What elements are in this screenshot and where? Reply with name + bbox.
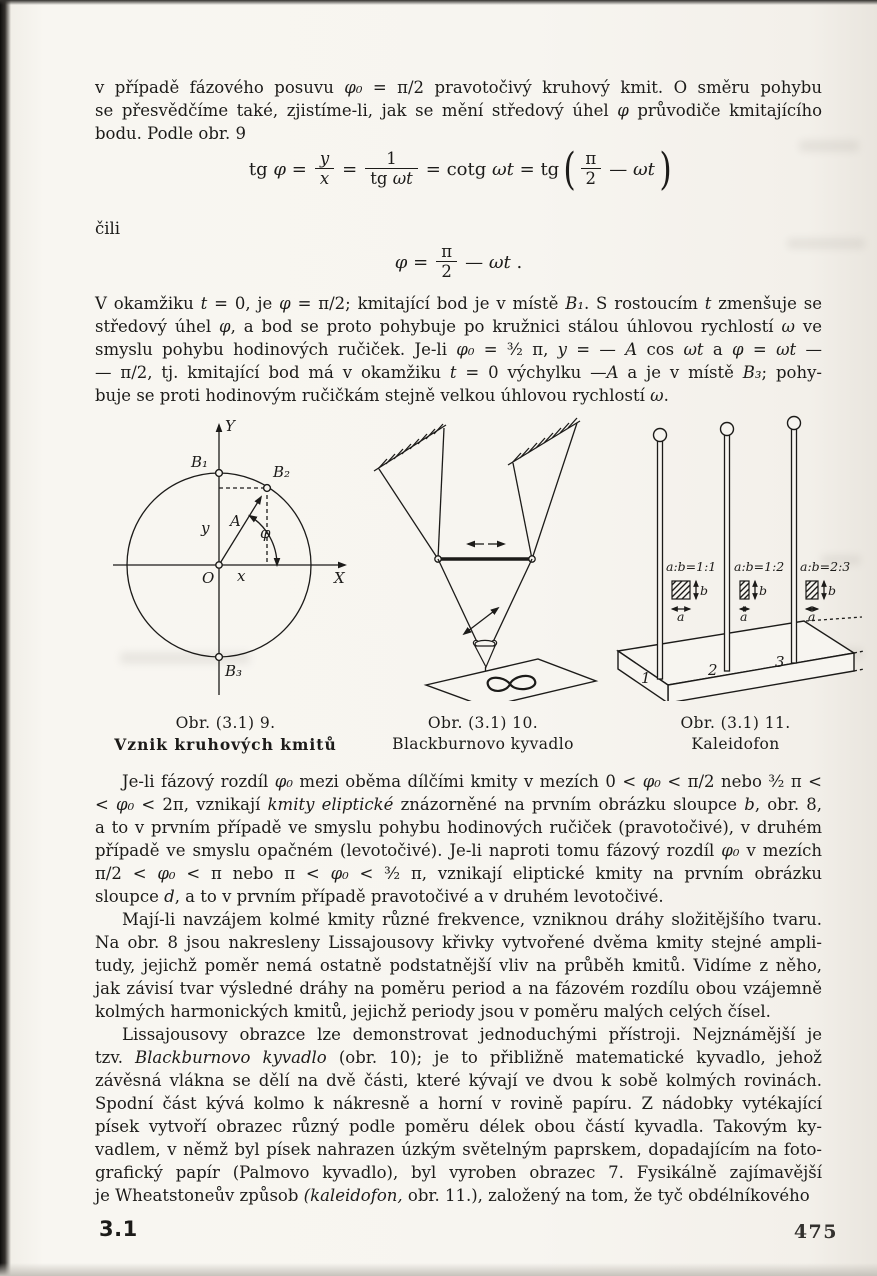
ratio3-label: a:b=2:3	[799, 559, 850, 574]
funnel-cone	[475, 646, 495, 667]
text-line: smyslu pohybu hodinových ručiček. Je-li φ₀ = ³⁄₂ π, y = — A cos ωt a φ = ωt —	[95, 340, 822, 359]
figure11-caption	[680, 713, 790, 755]
figure-kaleidofon	[608, 413, 863, 755]
lower-string	[438, 559, 477, 642]
ratio1-label: a:b=1:1	[665, 559, 716, 574]
rod-knob	[787, 417, 800, 430]
paragraph-maji-li	[95, 908, 822, 1023]
figure9-caption-number: Obr. (3.1) 9.	[175, 714, 276, 732]
point-b3	[215, 654, 222, 661]
dim-b-label: b	[758, 583, 767, 598]
text-line: v případě fázového posuvu φ₀ = π/2 pravotočivý kruhový kmit. O směru pohybu	[95, 78, 822, 97]
radius-vector	[219, 497, 261, 565]
b1-label: B₁	[190, 453, 208, 471]
text-line: středový úhel φ, a bod se proto pohybuje po kružnici stálou úhlovou rychlostí ω ve	[95, 317, 822, 336]
origin-label: O	[201, 569, 214, 587]
x-axis-label: X	[333, 569, 345, 587]
close-paren: )	[659, 143, 672, 195]
base-dashed-line	[854, 651, 864, 653]
equation-phi	[95, 243, 822, 282]
kaleidofon-diagram	[608, 413, 864, 701]
dim-a-label: a	[676, 609, 684, 624]
text-line: grafický papír (Palmovo kyvadlo), byl vyroben obrazec 7. Fysikálně zajímavější	[95, 1163, 822, 1182]
text-line: tzv. Blackburnovo kyvadlo (obr. 10); je to přibližně matematické kyvadlo, jehož	[95, 1048, 822, 1067]
figure-circular-oscillation	[93, 413, 358, 755]
fraction-y-over-x: $\frac{y}{x}$	[315, 150, 334, 189]
ratio2-label: a:b=1:2	[733, 559, 784, 574]
point-b1	[215, 470, 222, 477]
text-line: buje se proti hodinovým ručičkám stejně velkou úhlovou rychlostí ω.	[95, 386, 669, 405]
text-line: a to v prvním případě ve smyslu pohybu hodinových ručiček (pravotočivé), v druhém	[95, 818, 822, 837]
text-line: — π/2, tj. kmitající bod má v okamžiku t = 0 výchylku —A a je v místě B₃; pohy-	[95, 363, 822, 382]
figure-blackburn-pendulum	[358, 413, 608, 755]
equation-lhs: tg φ =	[248, 158, 307, 180]
word-cili	[95, 217, 822, 240]
figure-row	[93, 413, 863, 755]
paragraph-lissajous	[95, 1023, 822, 1207]
base-dashed-line	[854, 669, 864, 671]
equation-tg-phi	[95, 143, 822, 195]
figure10-caption	[392, 713, 574, 755]
paragraph-fazovy-rozdil	[95, 770, 822, 908]
figure11-caption-title: Kaleidofon	[691, 735, 780, 753]
right-ceiling-hatching	[512, 418, 577, 463]
equation-lhs: φ =	[394, 251, 429, 273]
fraction-pi-over-2: $\frac{\pi}{2}$	[436, 243, 457, 282]
page-number: 475	[793, 1221, 838, 1243]
figure9-caption	[114, 713, 336, 755]
text-line: < φ₀ < 2π, vznikají kmity eliptické znázorněné na prvním obrázku sloupce b, obr. 8,	[95, 795, 823, 814]
dim-b-label: b	[827, 583, 836, 598]
figure10-caption-title: Blackburnovo kyvadlo	[392, 735, 574, 753]
text-line: případě ve smyslu opačném (levotočivé). Je-li naproti tomu fázový rozdíl φ₀ v mezích	[95, 841, 822, 860]
b3-label: B₃	[224, 662, 242, 680]
text-line: je Wheatstoneův způsob (kaleidofon, obr. 11.), založený na tom, že tyč obdélníkového	[95, 1186, 810, 1205]
figure10-caption-number: Obr. (3.1) 10.	[427, 714, 539, 732]
rod1-number: 1	[640, 669, 651, 687]
amplitude-label: A	[229, 512, 241, 530]
text-line: Na obr. 8 jsou nakresleny Lissajousovy křivky vytvořené dvěma kmity stejné ampli-	[95, 933, 822, 952]
rod-knob	[653, 429, 666, 442]
text-line: V okamžiku t = 0, je φ = π/2; kmitající bod je v místě B₁. S rostoucím t zmenšuje se	[95, 294, 822, 313]
text-line: vadlem, v němž byl písek nahrazen úzkým světelným paprskem, dopadajícím na foto-	[95, 1140, 822, 1159]
dim-a-label: a	[807, 609, 815, 624]
equation-middle: = cotg ωt = tg	[425, 158, 560, 180]
text-line: tudy, jejichž poměr nemá ostatně podstatnější vliv na průběh kmitů. Vidíme z něho,	[95, 956, 822, 975]
open-paren: (	[563, 143, 576, 195]
fraction-pi-over-2: $\frac{\pi}{2}$	[580, 150, 601, 189]
figure9-caption-title: Vznik kruhových kmitů	[114, 735, 337, 754]
paper-sheet	[426, 659, 596, 701]
suspension-string	[438, 428, 444, 559]
equals-sign: =	[342, 158, 358, 180]
scan-bottom-edge	[0, 1263, 877, 1276]
text-line: Lissajousovy obrazce lze demonstrovat jednoduchými přístroji. Nejznámější je	[122, 1025, 822, 1044]
phi-label: φ	[259, 524, 271, 542]
paragraph-phase-shift	[95, 76, 822, 145]
text-line: písek vytvoří obrazec různý podle poměru délek obou částí kyvadla. Takovým ky-	[95, 1117, 822, 1136]
text-line: π/2 < φ₀ < π nebo π < φ₀ < ³⁄₂ π, vznikají eliptické kmity na prvním obrázku	[95, 864, 822, 883]
book-spine-shadow	[0, 0, 11, 1276]
y-axis-label: Y	[224, 417, 235, 435]
text-line: bodu. Podle obr. 9	[95, 124, 246, 143]
x-coordinate-label: x	[236, 567, 245, 585]
figure11-caption-number: Obr. (3.1) 11.	[680, 714, 791, 732]
oblique-motion-arrow	[464, 608, 498, 634]
section-number: 3.1	[99, 1217, 138, 1241]
suspension-string	[532, 423, 577, 559]
cross-section-2	[734, 559, 784, 624]
equation-tail: — ωt	[609, 158, 655, 180]
b2-label: B₂	[272, 463, 290, 481]
cross-section-3	[800, 559, 850, 624]
text-line: Spodní část kývá kolmo k nákresně a horní v rovině papíru. Z nádobky vytékající	[95, 1094, 822, 1113]
rod-1	[653, 429, 666, 680]
dim-a-label: a	[739, 609, 747, 624]
rod3-number: 3	[774, 653, 785, 671]
cili-text: čili	[95, 219, 121, 238]
suspension-string	[379, 469, 438, 559]
left-ceiling-hatching	[378, 424, 443, 469]
dim-b-label: b	[699, 583, 708, 598]
text-line: sloupce d, a to v prvním případě pravotočivé a v druhém levotočivé.	[95, 887, 664, 906]
scan-top-edge	[0, 0, 877, 5]
pendulum-diagram	[358, 413, 608, 701]
lower-string	[493, 559, 532, 642]
rod2-number: 2	[707, 661, 718, 679]
text-line: Mají-li navzájem kolmé kmity různé frekvence, vzniknou dráhy složitějšího tvaru.	[122, 910, 822, 929]
fraction-one-over-tg: $\frac{1}{\text{tg ωt}}$	[365, 150, 418, 189]
equation-tail: — ωt .	[465, 251, 523, 273]
point-b2	[263, 485, 270, 492]
text-line: se přesvědčíme také, zjistíme-li, jak se mění středový úhel φ průvodiče kmitajícího	[95, 101, 822, 120]
paragraph-okamzik	[95, 292, 822, 407]
cross-section-1	[666, 559, 716, 624]
text-line: kolmých harmonických kmitů, jejichž periody jsou v poměru malých celých čísel.	[95, 1002, 771, 1021]
suspension-string	[513, 463, 532, 559]
rod-knob	[720, 423, 733, 436]
point-origin	[215, 562, 221, 568]
circle-diagram	[97, 413, 355, 701]
text-line: jak závisí tvar výsledné dráhy na poměru period a na fázovém rozdílu obou vzájemně	[95, 979, 822, 998]
y-coordinate-label: y	[200, 519, 209, 537]
text-line: Je-li fázový rozdíl φ₀ mezi oběma dílčími kmity v mezích 0 < φ₀ < π/2 nebo ³⁄₂ π <	[122, 772, 822, 791]
text-line: závěsná vlákna se dělí na dvě části, které kývají ve dvou k sobě kolmých rovinách.	[95, 1071, 822, 1090]
